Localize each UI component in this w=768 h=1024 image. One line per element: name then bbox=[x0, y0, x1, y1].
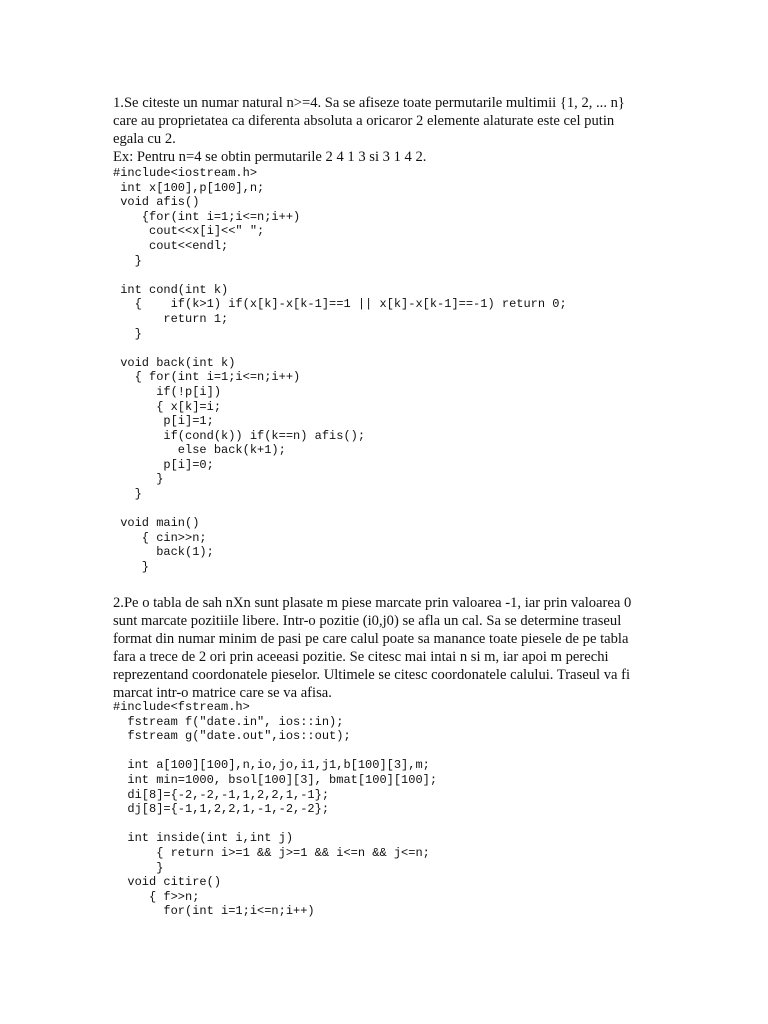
statement-line: sunt marcate pozitiile libere. Intr-o pozitie (i0,j0) se afla un cal. Sa se determine traseul bbox=[113, 613, 622, 629]
code-line: di[8]={-2,-2,-1,1,2,2,1,-1}; bbox=[113, 787, 330, 802]
code-line: cout<<x[i]<<" "; bbox=[113, 224, 265, 239]
code-line bbox=[113, 817, 673, 832]
code-line: { cin>>n; bbox=[113, 530, 207, 545]
statement-line: 2.Pe o tabla de sah nXn sunt plasate m piese marcate prin valoarea -1, iar prin valoarea 0 bbox=[113, 595, 632, 611]
code-line: else back(k+1); bbox=[113, 443, 286, 458]
code-line: if(cond(k)) if(k==n) afis(); bbox=[113, 428, 366, 443]
code-line: } bbox=[113, 487, 142, 502]
code-line: int cond(int k) bbox=[113, 282, 229, 297]
code-line: p[i]=0; bbox=[113, 457, 214, 472]
code-line: int a[100][100],n,io,jo,i1,j1,b[100][3],m; bbox=[113, 758, 430, 773]
problem-2-code bbox=[113, 700, 673, 919]
code-line: void back(int k) bbox=[113, 355, 236, 370]
code-line: cout<<endl; bbox=[113, 238, 229, 253]
code-line: for(int i=1;i<=n;i++) bbox=[113, 904, 315, 919]
code-line bbox=[113, 268, 673, 283]
code-line: if(!p[i]) bbox=[113, 384, 222, 399]
problem-1-statement bbox=[113, 94, 658, 166]
code-line: p[i]=1; bbox=[113, 414, 214, 429]
code-line: } bbox=[113, 253, 142, 268]
statement-line: 1.Se citeste un numar natural n>=4. Sa se afiseze toate permutarile multimii {1, 2, ... n} bbox=[113, 95, 625, 111]
code-line: { if(k>1) if(x[k]-x[k-1]==1 || x[k]-x[k-1]==-1) return 0; bbox=[113, 297, 567, 312]
code-line: int min=1000, bsol[100][3], bmat[100][100]; bbox=[113, 772, 438, 787]
code-line: { x[k]=i; bbox=[113, 399, 222, 414]
code-line: fstream g("date.out",ios::out); bbox=[113, 729, 351, 744]
code-line: int inside(int i,int j) bbox=[113, 831, 294, 846]
code-line: } bbox=[113, 560, 150, 575]
code-line: } bbox=[113, 860, 164, 875]
statement-line: format din numar minim de pasi pe care calul poate sa manance toate piesele de pe tabla bbox=[113, 631, 629, 647]
code-line: return 1; bbox=[113, 311, 229, 326]
problem-2-statement bbox=[113, 594, 658, 702]
code-line: { for(int i=1;i<=n;i++) bbox=[113, 370, 301, 385]
code-line: { f>>n; bbox=[113, 889, 200, 904]
code-line: void citire() bbox=[113, 875, 222, 890]
code-line: #include<fstream.h> bbox=[113, 700, 250, 714]
code-line bbox=[113, 502, 673, 517]
code-line: } bbox=[113, 326, 142, 341]
code-line bbox=[113, 744, 673, 759]
problem-1-code bbox=[113, 166, 673, 575]
statement-line: care au proprietatea ca diferenta absoluta a oricaror 2 elemente alaturate este cel putin bbox=[113, 113, 615, 129]
code-line: void main() bbox=[113, 516, 200, 531]
code-line: dj[8]={-1,1,2,2,1,-1,-2,-2}; bbox=[113, 802, 330, 817]
statement-line: fara a trece de 2 ori prin aceeasi pozitie. Se citesc mai intai n si m, iar apoi m perechi bbox=[113, 649, 609, 665]
code-line: } bbox=[113, 472, 164, 487]
code-line: void afis() bbox=[113, 195, 200, 210]
code-line: { return i>=1 && j>=1 && i<=n && j<=n; bbox=[113, 845, 430, 860]
code-line: back(1); bbox=[113, 545, 214, 560]
statement-line: egala cu 2. bbox=[113, 131, 176, 147]
statement-line: marcat intr-o matrice care se va afisa. bbox=[113, 685, 332, 701]
code-line: int x[100],p[100],n; bbox=[113, 180, 265, 195]
code-line: #include<iostream.h> bbox=[113, 166, 258, 180]
statement-line: Ex: Pentru n=4 se obtin permutarile 2 4 1 3 si 3 1 4 2. bbox=[113, 149, 427, 165]
code-line bbox=[113, 341, 673, 356]
code-line: {for(int i=1;i<=n;i++) bbox=[113, 209, 301, 224]
statement-line: reprezentand coordonatele pieselor. Ultimele se citesc coordonatele calului. Traseul va fi bbox=[113, 667, 631, 683]
code-line: fstream f("date.in", ios::in); bbox=[113, 714, 344, 729]
